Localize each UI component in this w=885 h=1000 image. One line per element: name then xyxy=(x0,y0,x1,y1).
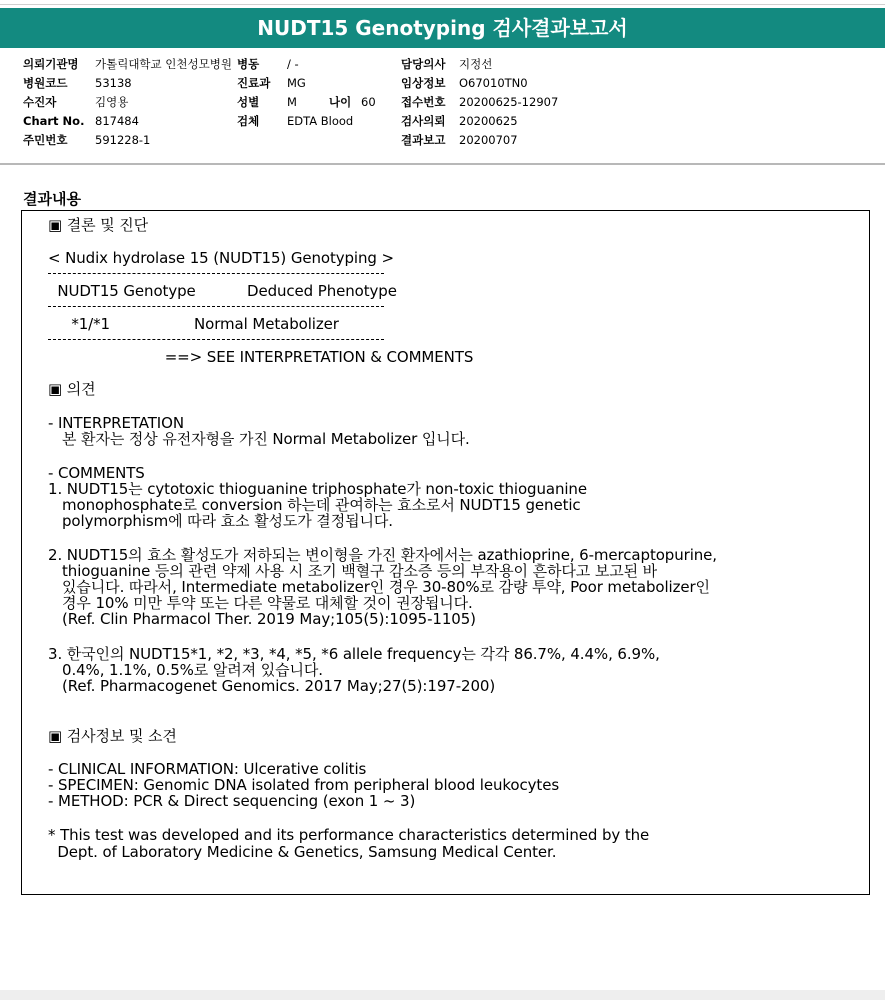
info-label: 의뢰기관명 xyxy=(23,57,79,71)
info-label: 병원코드 xyxy=(23,76,68,90)
comment-line: 있습니다. 따라서, Intermediate metabolizer인 경우 30-80%로 감량 투약, Poor metabolizer인 xyxy=(48,578,710,596)
dashed-rule xyxy=(48,306,384,307)
comment-reference: (Ref. Pharmacogenet Genomics. 2017 May;27(5):197-200) xyxy=(48,677,496,695)
info-value: 20200625-12907 xyxy=(459,95,559,109)
comment-line: 3. 한국인의 NUDT15*1, *2, *3, *4, *5, *6 allele frequency는 각각 86.7%, 4.4%, 6.9%, xyxy=(48,645,660,663)
info-value: EDTA Blood xyxy=(287,114,354,128)
specimen: - SPECIMEN: Genomic DNA isolated from peripheral blood leukocytes xyxy=(48,776,560,794)
info-value: 김영용 xyxy=(95,95,129,109)
header-separator xyxy=(0,163,885,165)
results-box xyxy=(21,210,870,895)
info-label: 수진자 xyxy=(23,95,57,109)
info-value: MG xyxy=(287,76,306,90)
top-border xyxy=(0,4,885,5)
info-value: 20200707 xyxy=(459,133,518,147)
info-label: 주민번호 xyxy=(23,133,68,147)
method: - METHOD: PCR & Direct sequencing (exon 1 ~ 3) xyxy=(48,792,416,810)
heading-conclusion: ▣ 결론 및 진단 xyxy=(48,216,149,234)
info-value: M xyxy=(287,95,297,109)
info-label: 검사의뢰 xyxy=(401,114,446,128)
comment-line: monophosphate로 conversion 하는데 관여하는 효소로서 NUDT15 genetic xyxy=(48,496,581,514)
info-label: 임상정보 xyxy=(401,76,446,90)
info-value: 20200625 xyxy=(459,114,518,128)
info-label: Chart No. xyxy=(23,114,85,128)
heading-opinion: ▣ 의견 xyxy=(48,380,96,398)
section-title: 결과내용 xyxy=(23,190,81,208)
interpretation-text: 본 환자는 정상 유전자형을 가진 Normal Metabolizer 입니다. xyxy=(48,430,470,448)
info-column-left xyxy=(23,55,232,150)
info-value: O67010TN0 xyxy=(459,76,528,90)
info-column-middle xyxy=(237,55,376,131)
info-label: 접수번호 xyxy=(401,95,446,109)
comments-label: - COMMENTS xyxy=(48,464,145,482)
info-value: / - xyxy=(287,57,299,71)
info-label: 결과보고 xyxy=(401,133,446,147)
interpretation-label: - INTERPRETATION xyxy=(48,414,184,432)
info-column-right xyxy=(401,55,558,150)
footnote: Dept. of Laboratory Medicine & Genetics, Samsung Medical Center. xyxy=(48,843,557,861)
comment-line: polymorphism에 따라 효소 활성도가 결정됩니다. xyxy=(48,512,393,530)
info-label-age: 나이 xyxy=(329,95,352,109)
info-label: 진료과 xyxy=(237,76,271,90)
clinical-information: - CLINICAL INFORMATION: Ulcerative colitis xyxy=(48,760,367,778)
heading-test-info: ▣ 검사정보 및 소견 xyxy=(48,727,177,745)
comment-line: 경우 10% 미만 투약 또는 다른 약물로 대체할 것이 권장됩니다. xyxy=(48,594,473,612)
info-value: 591228-1 xyxy=(95,133,151,147)
report-title: NUDT15 Genotyping 검사결과보고서 xyxy=(0,8,885,48)
comment-line: 2. NUDT15의 효소 활성도가 저하되는 변이형을 가진 환자에서는 azathioprine, 6-mercaptopurine, xyxy=(48,546,717,564)
comment-line: thioguanine 등의 관련 약제 사용 시 조기 백혈구 감소증 등의 부작용이 흔하다고 보고된 바 xyxy=(48,562,658,580)
info-value: 가톨릭대학교 인천성모병원 xyxy=(95,57,232,71)
comment-line: 1. NUDT15는 cytotoxic thioguanine triphosphate가 non-toxic thioguanine xyxy=(48,480,587,498)
genotype-header: NUDT15 Genotype Deduced Phenotype xyxy=(48,282,397,300)
info-value: 지정선 xyxy=(459,57,493,71)
info-label: 성별 xyxy=(237,95,260,109)
see-interpretation: ==> SEE INTERPRETATION & COMMENTS xyxy=(48,348,474,366)
genotyping-title: < Nudix hydrolase 15 (NUDT15) Genotyping > xyxy=(48,249,394,267)
info-label: 병동 xyxy=(237,57,260,71)
info-label: 검체 xyxy=(237,114,260,128)
dashed-rule xyxy=(48,273,384,274)
bottom-bar xyxy=(0,990,885,1000)
comment-reference: (Ref. Clin Pharmacol Ther. 2019 May;105(5):1095-1105) xyxy=(48,610,476,628)
dashed-rule xyxy=(48,339,384,340)
genotype-result: *1/*1 Normal Metabolizer xyxy=(48,315,339,333)
info-label: 담당의사 xyxy=(401,57,446,71)
info-value: 817484 xyxy=(95,114,139,128)
comment-line: 0.4%, 1.1%, 0.5%로 알려져 있습니다. xyxy=(48,661,323,679)
footnote: * This test was developed and its performance characteristics determined by the xyxy=(48,826,650,844)
info-value-age: 60 xyxy=(361,95,376,109)
info-value: 53138 xyxy=(95,76,132,90)
